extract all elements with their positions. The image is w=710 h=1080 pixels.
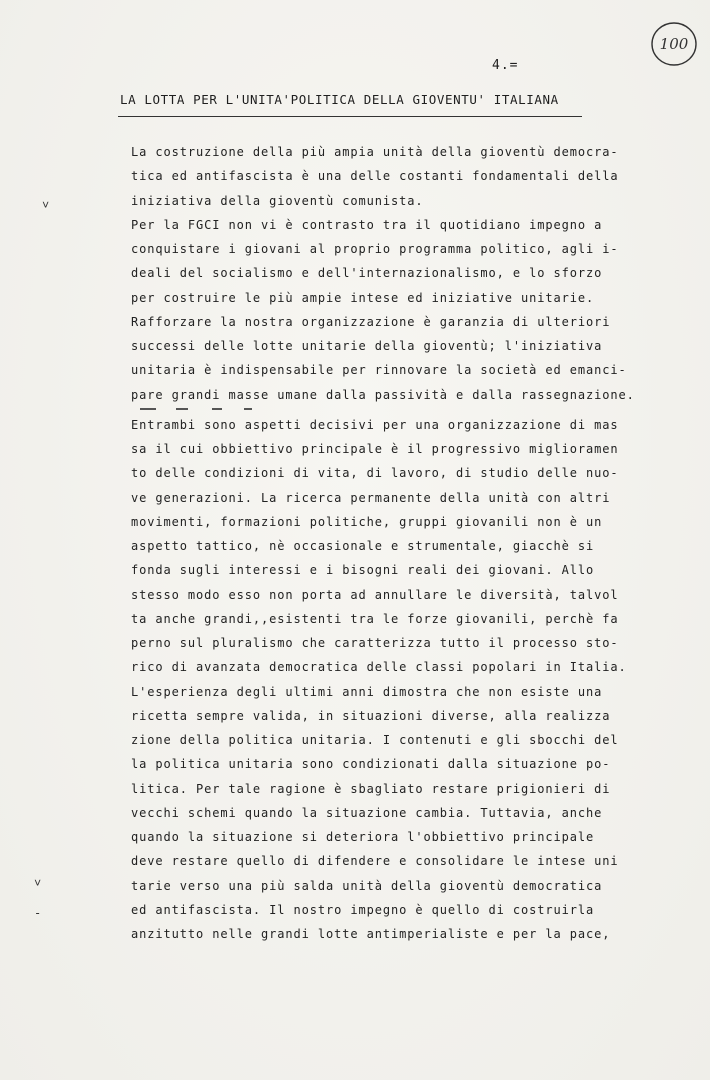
separator-dashes: [140, 408, 640, 412]
text-line: zione della politica unitaria. I contenuti e gli sbocchi del: [131, 733, 619, 747]
text-line: perno sul pluralismo che caratterizza tutto il processo sto-: [131, 636, 619, 650]
text-line: ve generazioni. La ricerca permanente della unità con altri: [131, 490, 611, 505]
text-line: anzitutto nelle grandi lotte antimperialiste e per la pace,: [131, 927, 611, 941]
text-line: Entrambi sono aspetti decisivi per una organizzazione di mas: [131, 417, 619, 432]
text-line: sa il cui obbiettivo principale è il progressivo miglioramen: [131, 442, 619, 456]
stamp-circle-icon: [648, 18, 700, 70]
page-number: 4.=: [492, 58, 519, 73]
text-line: iniziativa della gioventù comunista.: [131, 193, 424, 208]
text-line: La costruzione della più ampia unità della gioventù democra-: [131, 145, 619, 159]
stamp-number: 100: [659, 35, 689, 53]
text-line: Per la FGCI non vi è contrasto tra il quotidiano impegno a: [131, 217, 603, 232]
text-line: aspetto tattico, nè occasionale e strumentale, giacchè si: [131, 539, 595, 553]
text-line: to delle condizioni di vita, di lavoro, di studio delle nuo-: [131, 466, 619, 481]
margin-mark: -: [34, 906, 42, 920]
text-line: ricetta sempre valida, in situazioni diverse, alla realizza: [131, 708, 611, 723]
page-stamp: [648, 18, 700, 70]
text-line: Rafforzare la nostra organizzazione è garanzia di ulteriori: [131, 314, 611, 329]
text-line: deali del socialismo e dell'internazionalismo, e lo sforzo: [131, 266, 603, 281]
heading-underline: [118, 116, 582, 117]
margin-mark: ˅: [42, 198, 50, 212]
text-line: stesso modo esso non porta ad annullare le diversità, talvol: [131, 587, 619, 602]
text-line: litica. Per tale ragione è sbagliato restare prigionieri di: [131, 781, 611, 796]
text-line: L'esperienza degli ultimi anni dimostra che non esiste una: [131, 684, 603, 699]
text-line: conquistare i giovani al proprio programma politico, agli i-: [131, 242, 619, 256]
text-line: deve restare quello di difendere e consolidare le intese uni: [131, 854, 619, 869]
text-line: pare grandi masse umane dalla passività e dalla rassegnazione.: [131, 387, 635, 402]
text-line: fonda sugli interessi e i bisogni reali dei giovani. Allo: [131, 563, 595, 578]
text-line: rico di avanzata democratica delle classi popolari in Italia.: [131, 660, 627, 675]
text-line: per costruire le più ampie intese ed iniziative unitarie.: [131, 290, 595, 305]
text-line: successi delle lotte unitarie della gioventù; l'iniziativa: [131, 339, 603, 353]
text-line: ed antifascista. Il nostro impegno è quello di costruirla: [131, 902, 595, 917]
text-line: tica ed antifascista è una delle costanti fondamentali della: [131, 169, 619, 184]
text-line: vecchi schemi quando la situazione cambia. Tuttavia, anche: [131, 805, 603, 820]
text-line: unitaria è indispensabile per rinnovare la società ed emanci-: [131, 363, 627, 378]
text-line: la politica unitaria sono condizionati dalla situazione po-: [131, 757, 611, 772]
margin-mark: ˅: [34, 876, 42, 890]
document-heading: LA LOTTA PER L'UNITA'POLITICA DELLA GIOVENTU' ITALIANA: [120, 92, 559, 107]
text-line: ta anche grandi,,esistenti tra le forze giovanili, perchè fa: [131, 611, 619, 626]
text-line: tarie verso una più salda unità della gioventù democratica: [131, 878, 603, 893]
text-line: quando la situazione si deteriora l'obbiettivo principale: [131, 830, 595, 844]
text-line: movimenti, formazioni politiche, gruppi giovanili non è un: [131, 514, 603, 529]
